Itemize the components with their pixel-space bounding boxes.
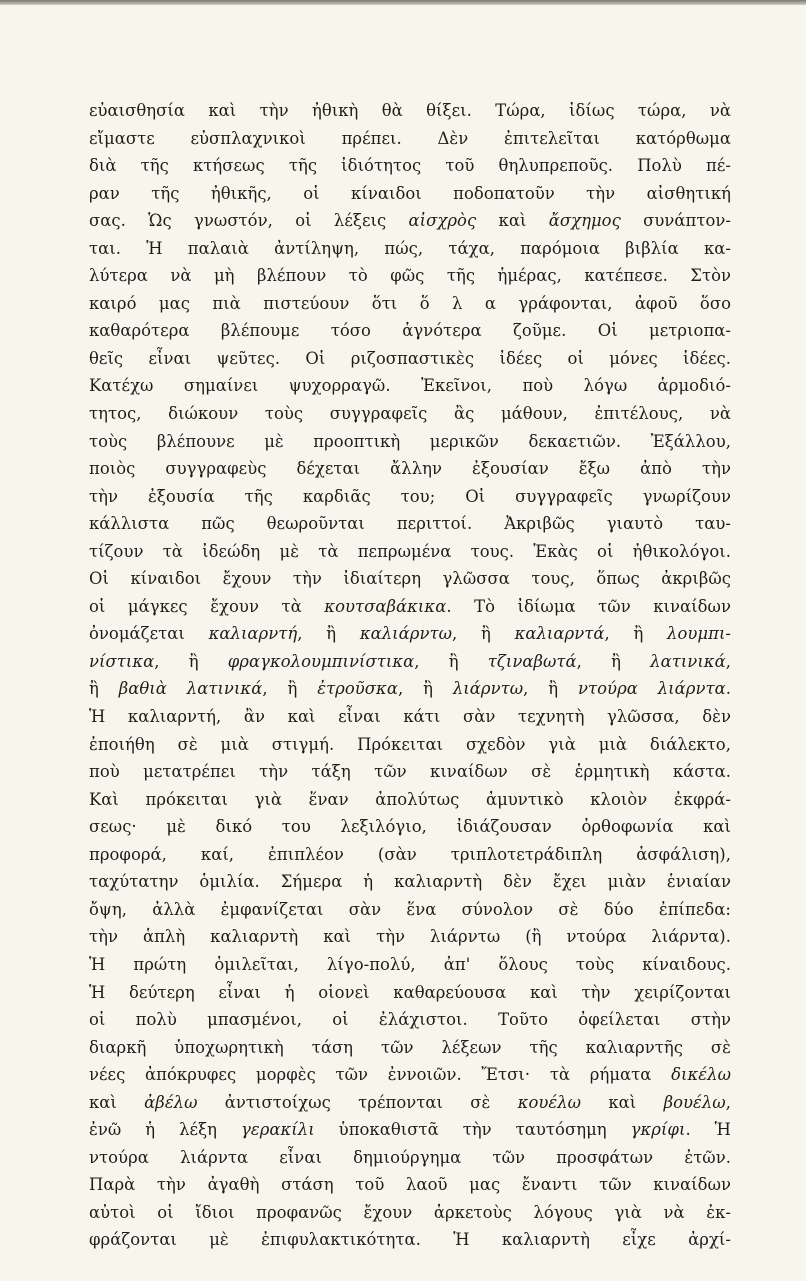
italic-term: γκρίφι <box>630 1120 686 1140</box>
text-line <box>89 400 731 428</box>
text-run: , ἢ <box>414 651 488 671</box>
text-line <box>89 290 731 318</box>
text-run: Κατέχω σημαίνει ψυχορραγῶ. Ἐκεῖνοι, ποὺ λόγω ἁρμοδιό- <box>89 376 731 396</box>
text-run: νέες ἀπόκρυφες μορφὲς τῶν ἐννοιῶν. Ἔτσι· τὰ ρήματα <box>89 1065 672 1085</box>
text-run: εὐαισθησία καὶ τὴν ἠθικὴ θὰ θίξει. Τώρα, ἰδίως τώρα, νὰ <box>89 101 731 120</box>
text-run: ται. Ἡ παλαιὰ ἀντίληψη, πώς, τάχα, παρόμοια βιβλία κα- <box>89 238 731 258</box>
text-line <box>89 152 731 180</box>
text-run: ταχύτατην ὁμιλία. Σήμερα ἡ καλιαρντὴ δὲν ἔχει μιὰν ἑνιαίαν <box>89 872 731 892</box>
text-line <box>89 235 731 263</box>
text-line <box>89 923 731 951</box>
text-run: τὴν ἁπλὴ καλιαρντὴ καὶ τὴν λιάρντω (ἢ ντούρα λιάρντα). <box>89 927 731 947</box>
text-line <box>89 1226 731 1254</box>
italic-term: δικέλω <box>671 1065 731 1085</box>
text-run: τοὺς βλέπουνε μὲ προοπτικὴ μερικῶν δεκαετιῶν. Ἐξάλλου, <box>89 431 731 451</box>
text-line <box>89 317 731 345</box>
text-line <box>89 565 731 593</box>
italic-term: βουέλω <box>663 1092 726 1112</box>
text-run: οἱ μάγκες ἔχουν τὰ <box>89 596 325 616</box>
text-line <box>89 538 731 566</box>
italic-term: κουέλω <box>517 1092 582 1112</box>
text-run: ὑποκαθιστᾶ τὴν ταυτόσημη <box>314 1120 631 1140</box>
italic-term: βαθιὰ λατινικά <box>118 679 263 699</box>
text-line <box>89 1171 731 1199</box>
text-line <box>89 428 731 456</box>
italic-term: ἀβέλω <box>144 1092 198 1112</box>
text-run: . <box>725 679 731 699</box>
text-line <box>89 648 731 676</box>
text-run: σεως· μὲ δικό του λεξιλόγιο, ἰδιάζουσαν ὀρθοφωνία καὶ <box>89 817 731 837</box>
text-run: διὰ τῆς κτήσεως τῆς ἰδιότητος τοῦ θηλυπρεποῦς. Πολὺ πέ- <box>89 156 731 176</box>
text-line <box>89 1199 731 1227</box>
text-line <box>89 1116 731 1144</box>
text-line <box>89 125 731 153</box>
document-page <box>89 97 731 1254</box>
text-run: συνάπτον- <box>620 211 731 231</box>
text-run: καὶ <box>581 1092 664 1112</box>
text-run: ποὺ μετατρέπει τὴν τάξη τῶν κιναίδων σὲ ἑρμητικὴ κάστα. <box>89 762 731 782</box>
text-line <box>89 180 731 208</box>
text-line <box>89 896 731 924</box>
text-run: λύτερα νὰ μὴ βλέπουν τὸ φῶς τῆς ἡμέρας, κατέπεσε. Στὸν <box>89 266 731 286</box>
text-run: διαρκῆ ὑποχωρητικὴ τάση τῶν λέξεων τῆς καλιαρντῆς σὲ <box>89 1037 731 1057</box>
text-run: ραν τῆς ἠθικῆς, οἱ κίναιδοι ποδοπατοῦν τὴν αἰσθητική <box>89 183 731 203</box>
text-line <box>89 483 731 511</box>
text-line <box>89 813 731 841</box>
text-run: κάλλιστα πῶς θεωροῦνται περιττοί. Ἀκριβῶς γιαυτὸ ταυ- <box>89 514 731 534</box>
text-run: αὐτοὶ οἱ ἴδιοι προφανῶς ἔχουν ἀρκετοὺς λόγους γιὰ νὰ ἐκ- <box>89 1202 731 1222</box>
text-line <box>89 593 731 621</box>
italic-term: ντούρα λιάρντα <box>578 679 726 699</box>
italic-term: λατινικά <box>650 651 726 671</box>
text-line <box>89 97 731 125</box>
text-line <box>89 1061 731 1089</box>
text-run: ἐνῶ ἡ λέξη <box>89 1120 242 1140</box>
italic-term: ἐτροῦσκα <box>317 679 398 699</box>
text-run: ὄψη, ἀλλὰ ἐμφανίζεται σὰν ἕνα σύνολον σὲ δύο ἐπίπεδα: <box>89 899 731 919</box>
text-run: εἴμαστε εὐσπλαχνικοὶ πρέπει. Δὲν ἐπιτελεῖται κατόρθωμα <box>89 128 731 148</box>
text-line <box>89 372 731 400</box>
text-line <box>89 1144 731 1172</box>
text-run: Παρὰ τὴν ἀγαθὴ στάση τοῦ λαοῦ μας ἔναντι τῶν κιναίδων <box>89 1175 731 1195</box>
text-line <box>89 510 731 538</box>
text-run: ἀντιστοίχως τρέπονται σὲ <box>197 1092 518 1112</box>
text-run: καὶ <box>89 1092 145 1112</box>
page-top-edge <box>0 0 806 5</box>
text-run: , ἢ <box>262 679 318 699</box>
italic-term: γερακίλι <box>241 1120 315 1140</box>
text-line <box>89 731 731 759</box>
text-run: σας. Ὡς γνωστόν, οἱ λέξεις <box>89 211 409 231</box>
text-run: τίζουν τὰ ἰδεώδη μὲ τὰ πεπρωμένα τους. Ἑκὰς οἱ ἠθικολόγοι. <box>89 541 731 561</box>
italic-term: τζιναβωτά <box>487 651 577 671</box>
text-line <box>89 841 731 869</box>
text-run: , ἢ <box>576 651 651 671</box>
text-run: , ἢ <box>604 624 668 644</box>
text-run: ποιὸς συγγραφεὺς δέχεται ἄλλην ἐξουσίαν ἔξω ἀπὸ τὴν <box>89 459 731 479</box>
text-run: Ἡ πρώτη ὁμιλεῖται, λίγο-πολύ, ἀπ' ὅλους τοὺς κίναιδους. <box>89 954 731 974</box>
text-line <box>89 207 731 235</box>
text-line <box>89 345 731 373</box>
italic-term: κουτσαβάκικα <box>324 596 447 616</box>
text-run: φράζονται μὲ ἐπιφυλακτικότητα. Ἡ καλιαρντὴ εἶχε ἀρχί- <box>89 1230 731 1250</box>
text-run: , ἢ <box>452 624 515 644</box>
text-run: Οἱ κίναιδοι ἔχουν τὴν ἰδιαίτερη γλῶσσα τους, ὅπως ἀκριβῶς <box>89 569 731 589</box>
text-line <box>89 951 731 979</box>
text-run: προφορά, καί, ἐπιπλέον (σὰν τριπλοτετράδιπλη ἀσφάλιση), <box>89 844 731 864</box>
text-line <box>89 786 731 814</box>
text-run: , ἢ <box>523 679 578 699</box>
italic-term: καλιαρντά <box>514 624 605 644</box>
text-run: . Ἡ <box>685 1120 731 1140</box>
text-line <box>89 1034 731 1062</box>
italic-term: ἄσχημος <box>548 211 621 231</box>
text-run: ὀνομάζεται <box>89 624 209 644</box>
italic-term: αἰσχρὸς <box>408 211 477 231</box>
text-line <box>89 758 731 786</box>
text-run: , <box>725 651 731 671</box>
text-run: Ἡ δεύτερη εἶναι ἡ οἱονεὶ καθαρεύουσα καὶ τὴν χειρίζονται <box>89 982 731 1002</box>
text-run: ντούρα λιάρντα εἶναι δημιούργημα τῶν προσφάτων ἐτῶν. <box>89 1147 731 1167</box>
text-run: . Τὸ ἰδίωμα τῶν κιναίδων <box>446 596 731 616</box>
italic-term: λουμπι- <box>667 624 732 644</box>
text-run: οἱ πολὺ μπασμένοι, οἱ ἐλάχιστοι. Τοῦτο ὀφείλεται στὴν <box>89 1010 731 1030</box>
text-run: , ἢ <box>154 651 228 671</box>
text-run: ἢ <box>89 679 119 699</box>
italic-term: φραγκολουμπινίστικα <box>227 651 415 671</box>
text-run: , <box>725 1092 731 1112</box>
text-run: καιρό μας πιὰ πιστεύουν ὅτι ὅ λ α γράφονται, ἀφοῦ ὅσο <box>89 293 731 313</box>
italic-term: καλιάρντω <box>359 624 452 644</box>
italic-term: καλιαρντή <box>208 624 298 644</box>
text-run: , ἢ <box>397 679 453 699</box>
text-line <box>89 675 731 703</box>
text-line <box>89 868 731 896</box>
text-run: καὶ <box>476 211 549 231</box>
text-run: ἐποιήθη σὲ μιὰ στιγμή. Πρόκειται σχεδὸν γιὰ μιὰ διάλεκτο, <box>89 734 731 754</box>
text-run: Ἡ καλιαρντή, ἂν καὶ εἶναι κάτι σὰν τεχνητὴ γλῶσσα, δὲν <box>89 707 731 727</box>
text-line <box>89 620 731 648</box>
text-run: τὴν ἐξουσία τῆς καρδιᾶς του; Οἱ συγγραφεῖς γνωρίζουν <box>89 486 731 506</box>
text-run: θεῖς εἶναι ψεῦτες. Οἱ ριζοσπαστικὲς ἰδέες οἱ μόνες ἰδέες. <box>89 348 731 368</box>
text-run: τητος, διώκουν τοὺς συγγραφεῖς ἂς μάθουν, ἐπιτέλους, νὰ <box>89 404 731 424</box>
text-run: καθαρότερα βλέπουμε τόσο ἁγνότερα ζοῦμε. Οἱ μετριοπα- <box>89 321 731 341</box>
text-line <box>89 703 731 731</box>
text-line <box>89 1089 731 1117</box>
text-line <box>89 455 731 483</box>
text-run: Καὶ πρόκειται γιὰ ἕναν ἀπολύτως ἀμυντικὸ κλοιὸν ἐκφρά- <box>89 789 731 809</box>
text-run: , ἢ <box>297 624 360 644</box>
italic-term: λιάρντω <box>452 679 524 699</box>
text-line <box>89 262 731 290</box>
text-line <box>89 1006 731 1034</box>
text-line <box>89 979 731 1007</box>
italic-term: νίστικα <box>89 651 155 671</box>
